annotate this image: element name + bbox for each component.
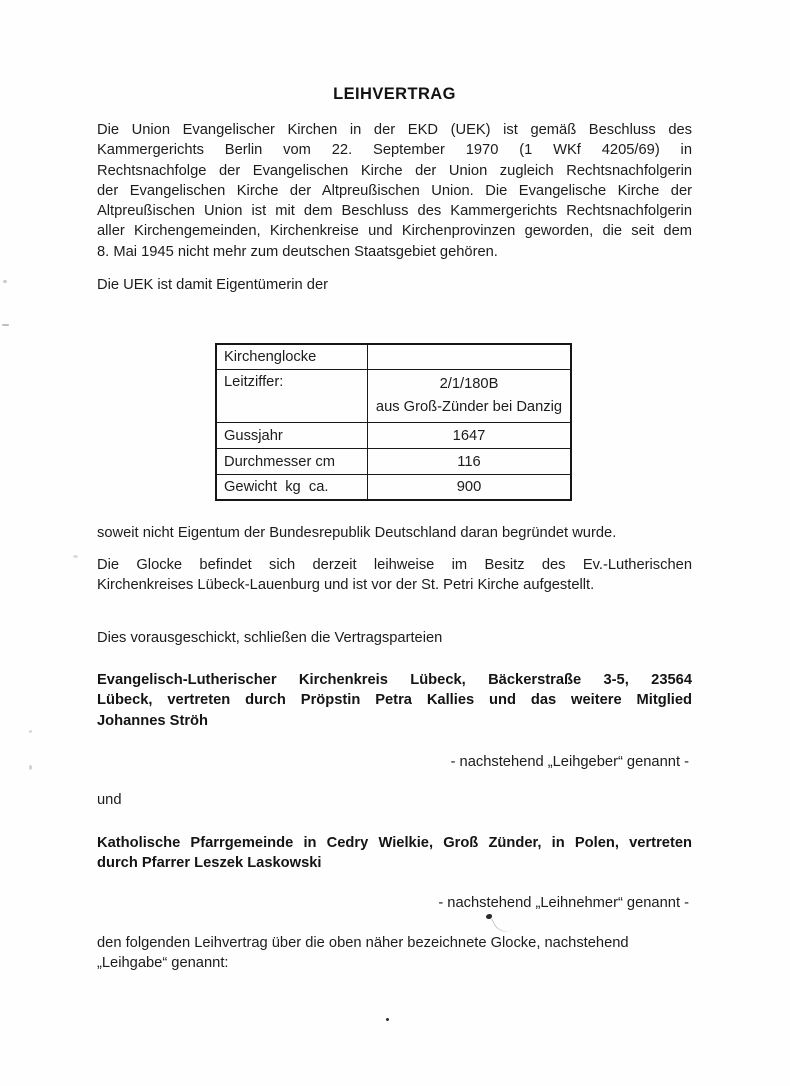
table-value-gewicht: 900 (368, 475, 572, 501)
intro-paragraph (97, 120, 692, 262)
scan-speck (29, 765, 32, 770)
leitziffer-code: 2/1/180B (439, 376, 499, 392)
borrower-line: Katholische Pfarrgemeinde in Cedry Wielkie, Groß Zünder, in Polen, vertreten (97, 835, 692, 851)
scan-artifact-dot (386, 1018, 389, 1021)
lender-designation-line: - nachstehend „Leihgeber“ genannt - (450, 754, 689, 770)
bell-details-table (215, 343, 572, 501)
closing-line: „Leihgabe“ genannt: (97, 955, 229, 972)
owner-line: Die UEK ist damit Eigentümerin der (97, 277, 329, 293)
intro-line: der Evangelischen Kirche der Altpreußischen Union. Die Evangelische Kirche der (97, 182, 692, 199)
borrower-designation-line: - nachstehend „Leihnehmer“ genannt - (438, 895, 689, 911)
table-value-gussjahr: 1647 (368, 423, 572, 449)
caveat-statement (97, 523, 692, 543)
lender-designation (97, 752, 692, 772)
lender-paragraph (97, 670, 692, 731)
table-row (216, 344, 571, 370)
closing-line: den folgenden Leihvertrag über die oben näher bezeichnete Glocke, nachstehend (97, 935, 629, 951)
table-row (216, 423, 571, 449)
location-paragraph (97, 555, 692, 596)
table-label-kirchenglocke: Kirchenglocke (216, 344, 368, 370)
scan-speck (73, 555, 78, 558)
intro-line: Die Union Evangelischer Kirchen in der EKD (UEK) ist gemäß Beschluss des (97, 122, 692, 138)
intro-line: Kammergerichts Berlin vom 22. September 1970 (1 WKf 4205/69) in (97, 142, 692, 159)
table-value-durchmesser: 116 (368, 449, 572, 475)
table-label-gussjahr: Gussjahr (216, 423, 368, 449)
lender-line: Johannes Ströh (97, 712, 208, 729)
conjunction-line: und (97, 792, 122, 808)
leitziffer-origin: aus Groß-Zünder bei Danzig (375, 399, 563, 415)
borrower-paragraph (97, 833, 692, 874)
lender-line: Lübeck, vertreten durch Pröpstin Petra Kallies und das weitere Mitglied (97, 692, 692, 709)
table-label-leitziffer: Leitziffer: (216, 370, 368, 423)
table-label-durchmesser: Durchmesser cm (216, 449, 368, 475)
borrower-line: durch Pfarrer Leszek Laskowski (97, 855, 322, 872)
location-line: Kirchenkreises Lübeck-Lauenburg und ist vor der St. Petri Kirche aufgestellt. (97, 577, 595, 594)
table-row (216, 475, 571, 501)
conjunction (97, 790, 692, 810)
document-title: LEIHVERTRAG (333, 85, 456, 103)
lender-line: Evangelisch-Lutherischer Kirchenkreis Lübeck, Bäckerstraße 3-5, 23564 (97, 672, 692, 688)
preface-statement (97, 628, 692, 648)
table-row (216, 370, 571, 423)
preface-line: Dies vorausgeschickt, schließen die Vertragsparteien (97, 630, 443, 646)
intro-line: Rechtsnachfolge der Evangelischen Kirche der Union zugleich Rechtsnachfolgerin (97, 162, 692, 179)
table-row (216, 449, 571, 475)
scan-speck (2, 324, 9, 326)
table-value-leitziffer (368, 370, 572, 423)
closing-paragraph (97, 933, 692, 974)
intro-line: Altpreußischen Union ist mit dem Beschluss des Kammergerichts Rechtsnachfolgerin (97, 203, 692, 220)
borrower-designation (97, 893, 692, 913)
caveat-line: soweit nicht Eigentum der Bundesrepublik Deutschland daran begründet wurde. (97, 525, 617, 541)
intro-line: aller Kirchengemeinden, Kirchenkreise und Kirchenprovinzen geworden, die seit dem (97, 223, 692, 240)
table-label-gewicht: Gewicht kg ca. (216, 475, 368, 501)
owner-statement (97, 275, 692, 295)
table-value-kirchenglocke (368, 344, 572, 370)
scan-speck (29, 730, 32, 733)
scan-speck (3, 280, 7, 283)
intro-line: 8. Mai 1945 nicht mehr zum deutschen Staatsgebiet gehören. (97, 243, 498, 260)
location-line: Die Glocke befindet sich derzeit leihweise im Besitz des Ev.-Lutherischen (97, 557, 692, 573)
